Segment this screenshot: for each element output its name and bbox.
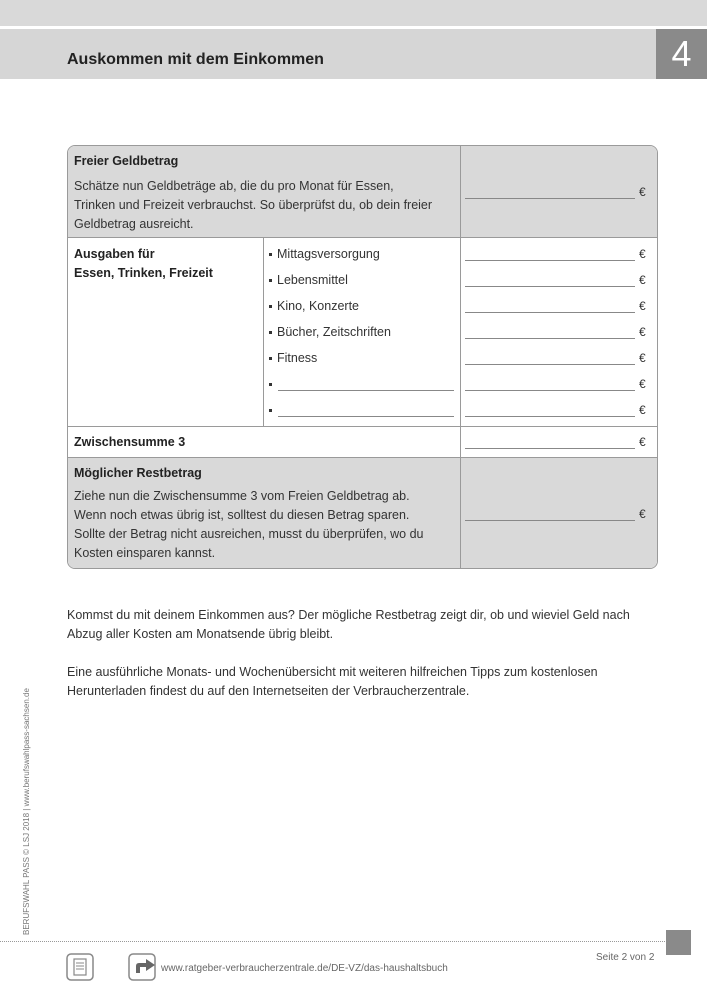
top-bar (0, 0, 707, 26)
ausgaben-heading: Essen, Trinken, Freizeit (74, 266, 213, 280)
rest-text-line: Kosten einsparen kannst. (74, 546, 216, 560)
list-item-blank (269, 377, 277, 391)
euro-sign: € (639, 185, 646, 199)
column-divider (263, 238, 264, 426)
row-restbetrag (68, 458, 657, 568)
list-item: Bücher, Zeitschriften (269, 325, 391, 339)
euro-sign: € (639, 377, 646, 391)
row-freier-geldbetrag (68, 146, 657, 238)
list-item-blank (269, 403, 277, 417)
ausgaben-heading: Ausgaben für (74, 247, 155, 261)
amount-field[interactable] (465, 416, 635, 417)
amount-field[interactable] (465, 448, 635, 449)
euro-sign: € (639, 351, 646, 365)
page-title: Auskommen mit dem Einkommen (67, 51, 324, 68)
row-zwischensumme (68, 427, 657, 458)
euro-sign: € (639, 299, 646, 313)
footer-link[interactable]: www.ratgeber-verbraucherzentrale.de/DE-VZ/das-haushaltsbuch (161, 963, 448, 974)
list-item: Mittagsversorgung (269, 247, 380, 261)
page-marker (666, 930, 691, 955)
chapter-number: 4 (656, 29, 707, 79)
zwischensumme-label: Zwischensumme 3 (74, 435, 186, 449)
blank-item-field[interactable] (278, 416, 454, 417)
list-item: Fitness (269, 351, 317, 365)
rest-text-line: Wenn noch etwas übrig ist, solltest du diesen Betrag sparen. (74, 508, 410, 522)
amount-field[interactable] (465, 390, 635, 391)
euro-sign: € (639, 247, 646, 261)
list-item: Lebensmittel (269, 273, 348, 287)
rest-text-line: Ziehe nun die Zwischensumme 3 vom Freien Geldbetrag ab. (74, 489, 410, 503)
euro-sign: € (639, 507, 646, 521)
document-icon (66, 953, 94, 981)
euro-sign: € (639, 325, 646, 339)
link-arrow-icon[interactable] (128, 953, 158, 981)
amount-field[interactable] (465, 286, 635, 287)
blank-item-field[interactable] (278, 390, 454, 391)
paragraph-einkommen (67, 606, 667, 644)
row-ausgaben (68, 238, 657, 427)
amount-field[interactable] (465, 198, 635, 199)
euro-sign: € (639, 403, 646, 417)
paragraph-line: Eine ausführliche Monats- und Wochenübersicht mit weiteren hilfreichen Tipps zum kostenlosen (67, 665, 598, 679)
amount-field[interactable] (465, 338, 635, 339)
rest-text-line: Sollte der Betrag nicht ausreichen, musst du überprüfen, wo du (74, 527, 424, 541)
freier-text-line: Trinken und Freizeit verbrauchst. So überprüfst du, ob dein freier (74, 198, 433, 212)
column-divider (460, 146, 461, 237)
euro-sign: € (639, 435, 646, 449)
section-header (0, 29, 707, 79)
amount-field[interactable] (465, 364, 635, 365)
copyright-sidebar: BERUFSWAHL PASS © LSJ 2018 | www.berufswahlpass-sachsen.de (22, 688, 31, 935)
amount-field[interactable] (465, 312, 635, 313)
freier-text-line: Geldbetrag ausreicht. (74, 217, 194, 231)
footer-divider (0, 941, 665, 942)
page-number: Seite 2 von 2 (596, 952, 655, 963)
column-divider (460, 427, 461, 457)
paragraph-line: Kommst du mit deinem Einkommen aus? Der mögliche Restbetrag zeigt dir, ob und wieviel Geld nach (67, 608, 630, 622)
amount-field[interactable] (465, 520, 635, 521)
freier-heading: Freier Geldbetrag (74, 154, 179, 168)
freier-text-line: Schätze nun Geldbeträge ab, die du pro Monat für Essen, (74, 179, 394, 193)
paragraph-line: Abzug aller Kosten am Monatsende übrig bleibt. (67, 627, 334, 641)
paragraph-line: Herunterladen findest du auf den Internetseiten der Verbraucherzentrale. (67, 684, 470, 698)
paragraph-verbraucherzentrale (67, 663, 667, 701)
budget-table (67, 145, 658, 569)
column-divider (460, 238, 461, 426)
column-divider (460, 458, 461, 568)
amount-field[interactable] (465, 260, 635, 261)
rest-heading: Möglicher Restbetrag (74, 466, 202, 480)
list-item: Kino, Konzerte (269, 299, 359, 313)
euro-sign: € (639, 273, 646, 287)
